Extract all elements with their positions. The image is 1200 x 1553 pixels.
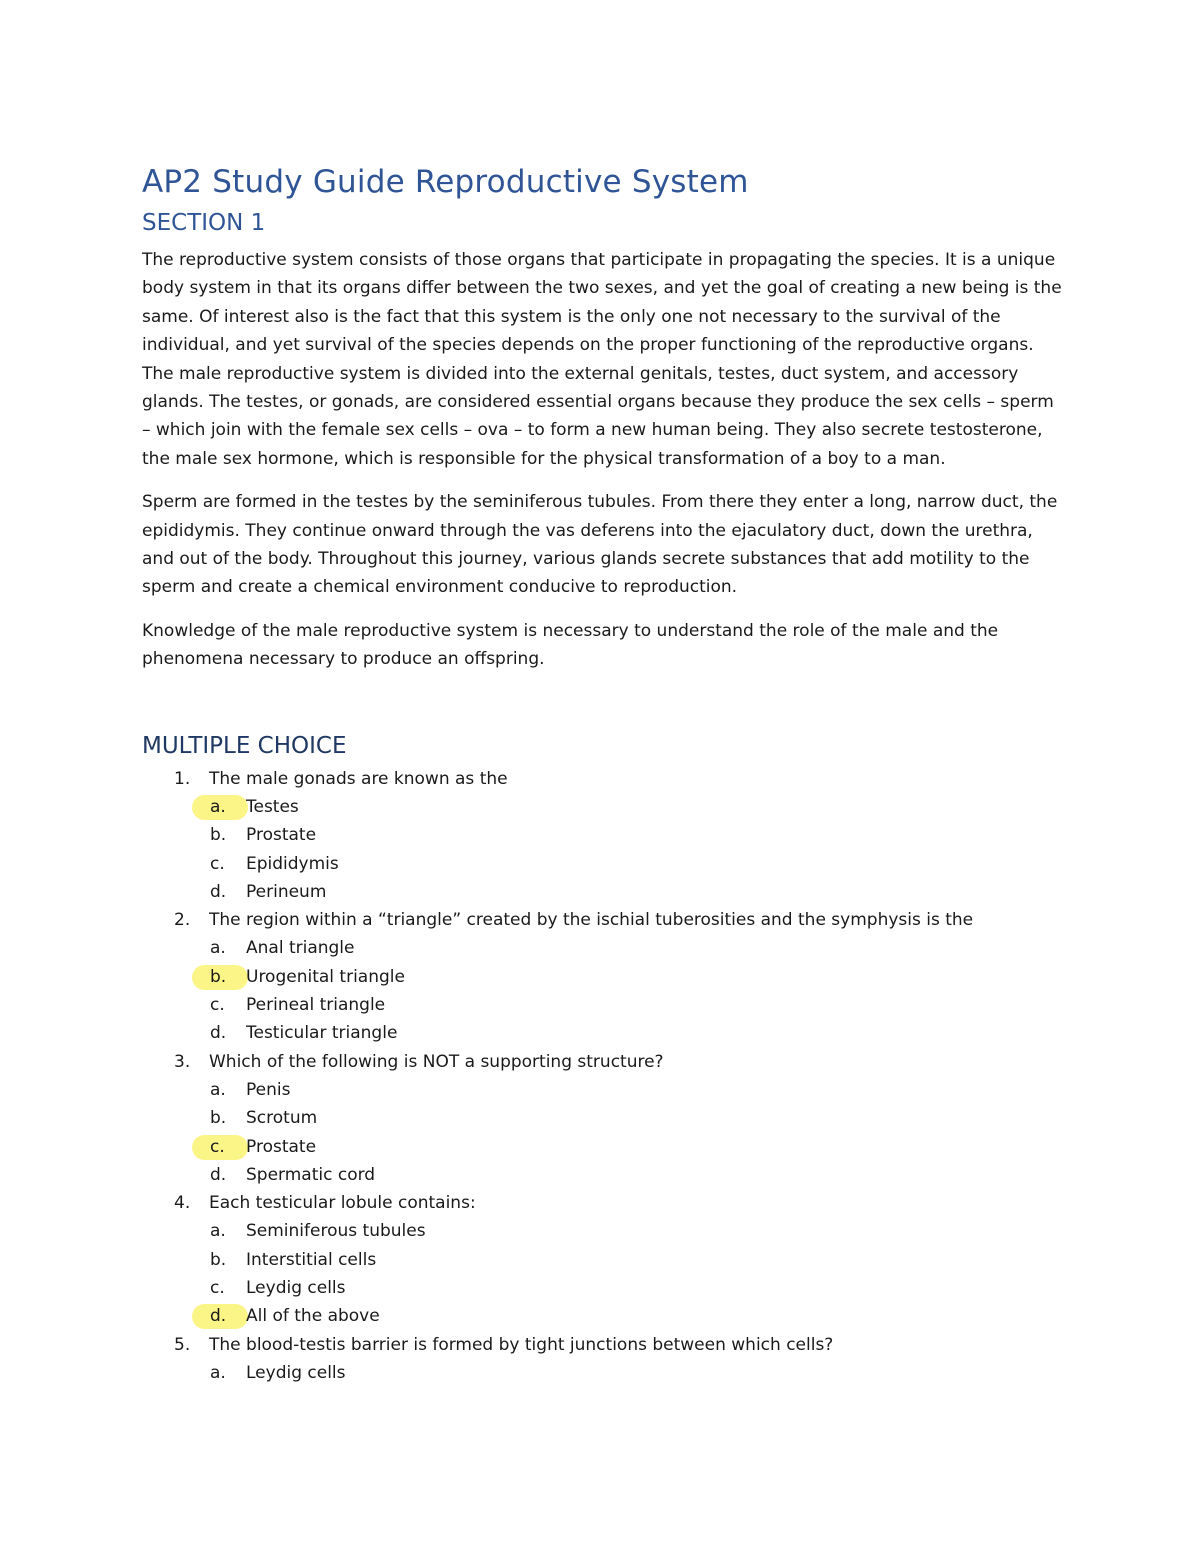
answer-option bbox=[142, 1217, 1062, 1245]
answer-option bbox=[142, 1302, 1062, 1330]
option-letter: b. bbox=[210, 966, 227, 987]
option-letter: b. bbox=[210, 1249, 227, 1270]
option-letter: c. bbox=[210, 1136, 225, 1157]
option-text: Leydig cells bbox=[246, 1362, 346, 1383]
option-letter: a. bbox=[210, 1362, 226, 1383]
question-number: 5. bbox=[174, 1334, 191, 1355]
option-letter: c. bbox=[210, 1278, 225, 1299]
option-text: Prostate bbox=[246, 825, 317, 846]
question-item bbox=[142, 765, 1062, 906]
answer-option bbox=[142, 878, 1062, 906]
answer-option bbox=[142, 821, 1062, 849]
question-item bbox=[142, 906, 1062, 1047]
option-text: Epididymis bbox=[246, 853, 339, 874]
option-text: Perineum bbox=[246, 881, 327, 902]
option-letter: a. bbox=[210, 1079, 226, 1100]
section-spacer bbox=[142, 689, 1062, 729]
answer-option bbox=[142, 1019, 1062, 1047]
question-number: 4. bbox=[174, 1193, 191, 1214]
answer-option bbox=[142, 1133, 1062, 1161]
question-row bbox=[142, 1048, 1062, 1076]
question-item bbox=[142, 1331, 1062, 1388]
section-1-heading: SECTION 1 bbox=[142, 210, 266, 236]
question-text: Each testicular lobule contains: bbox=[209, 1193, 476, 1214]
answer-option bbox=[142, 1104, 1062, 1132]
option-text: Perineal triangle bbox=[246, 995, 386, 1016]
option-text: Anal triangle bbox=[246, 938, 355, 959]
option-letter: d. bbox=[210, 1306, 227, 1327]
answer-option bbox=[142, 1246, 1062, 1274]
answer-options bbox=[142, 793, 1062, 906]
option-text: Spermatic cord bbox=[246, 1164, 376, 1185]
multiple-choice-heading: MULTIPLE CHOICE bbox=[142, 732, 347, 759]
question-number: 2. bbox=[174, 910, 191, 931]
question-row bbox=[142, 906, 1062, 934]
question-item bbox=[142, 1048, 1062, 1189]
document-page bbox=[142, 160, 1062, 1387]
option-text: Prostate bbox=[246, 1136, 317, 1157]
question-row bbox=[142, 1331, 1062, 1359]
answer-option bbox=[142, 934, 1062, 962]
answer-option bbox=[142, 963, 1062, 991]
option-text: Seminiferous tubules bbox=[246, 1221, 426, 1242]
answer-options bbox=[142, 1076, 1062, 1189]
option-letter: d. bbox=[210, 881, 227, 902]
option-text: All of the above bbox=[246, 1306, 380, 1327]
option-text: Testicular triangle bbox=[246, 1023, 398, 1044]
question-text: Which of the following is NOT a supporting structure? bbox=[209, 1051, 664, 1072]
question-text: The male gonads are known as the bbox=[209, 768, 508, 789]
question-list bbox=[142, 765, 1062, 1388]
answer-option bbox=[142, 1274, 1062, 1302]
question-row bbox=[142, 765, 1062, 793]
option-letter: b. bbox=[210, 825, 227, 846]
question-text: The blood-testis barrier is formed by tight junctions between which cells? bbox=[209, 1334, 834, 1355]
question-number: 1. bbox=[174, 768, 191, 789]
answer-option bbox=[142, 1161, 1062, 1189]
intro-paragraph-3: Knowledge of the male reproductive system is necessary to understand the role of the male and the phenomena necessary to produce an offspring. bbox=[142, 620, 999, 670]
question-row bbox=[142, 1189, 1062, 1217]
option-letter: c. bbox=[210, 995, 225, 1016]
document-title: AP2 Study Guide Reproductive System bbox=[142, 164, 749, 200]
option-text: Testes bbox=[246, 796, 299, 817]
intro-paragraph-1: The reproductive system consists of those organs that participate in propagating the species. It is a unique body system in that its organs differ between the two sexes, and yet the goal of creating a new being is the same. Of interest also is the fact that this system is the only one not necessary to the survival of the individual, and yet survival of the species depends on the proper functioning of the reproductive organs. The male reproductive system is divided into the external genitals, testes, duct system, and accessory glands. The testes, or gonads, are considered essential organs because they produce the sex cells – sperm – which join with the female sex cells – ova – to form a new human being. They also secrete testosterone, the male sex hormone, which is responsible for the physical transformation of a boy to a man. bbox=[142, 250, 1062, 469]
option-letter: b. bbox=[210, 1108, 227, 1129]
answer-option bbox=[142, 1076, 1062, 1104]
answer-option bbox=[142, 991, 1062, 1019]
option-letter: a. bbox=[210, 938, 226, 959]
answer-option bbox=[142, 793, 1062, 821]
option-letter: d. bbox=[210, 1023, 227, 1044]
option-text: Penis bbox=[246, 1079, 291, 1100]
option-text: Interstitial cells bbox=[246, 1249, 377, 1270]
option-text: Scrotum bbox=[246, 1108, 318, 1129]
question-item bbox=[142, 1189, 1062, 1330]
option-letter: d. bbox=[210, 1164, 227, 1185]
answer-options bbox=[142, 1359, 1062, 1387]
answer-options bbox=[142, 934, 1062, 1047]
question-number: 3. bbox=[174, 1051, 191, 1072]
intro-paragraph-2: Sperm are formed in the testes by the seminiferous tubules. From there they enter a long, narrow duct, the epididymis. They continue onward through the vas deferens into the ejaculatory duct, down the urethra, and out of the body. Throughout this journey, various glands secrete substances that add motility to the sperm and create a chemical environment conducive to reproduction. bbox=[142, 492, 1058, 598]
answer-option bbox=[142, 1359, 1062, 1387]
answer-options bbox=[142, 1217, 1062, 1330]
option-letter: a. bbox=[210, 1221, 226, 1242]
answer-option bbox=[142, 850, 1062, 878]
question-text: The region within a “triangle” created by the ischial tuberosities and the symphysis is the bbox=[209, 910, 974, 931]
option-letter: c. bbox=[210, 853, 225, 874]
option-letter: a. bbox=[210, 796, 226, 817]
option-text: Leydig cells bbox=[246, 1278, 346, 1299]
option-text: Urogenital triangle bbox=[246, 966, 405, 987]
